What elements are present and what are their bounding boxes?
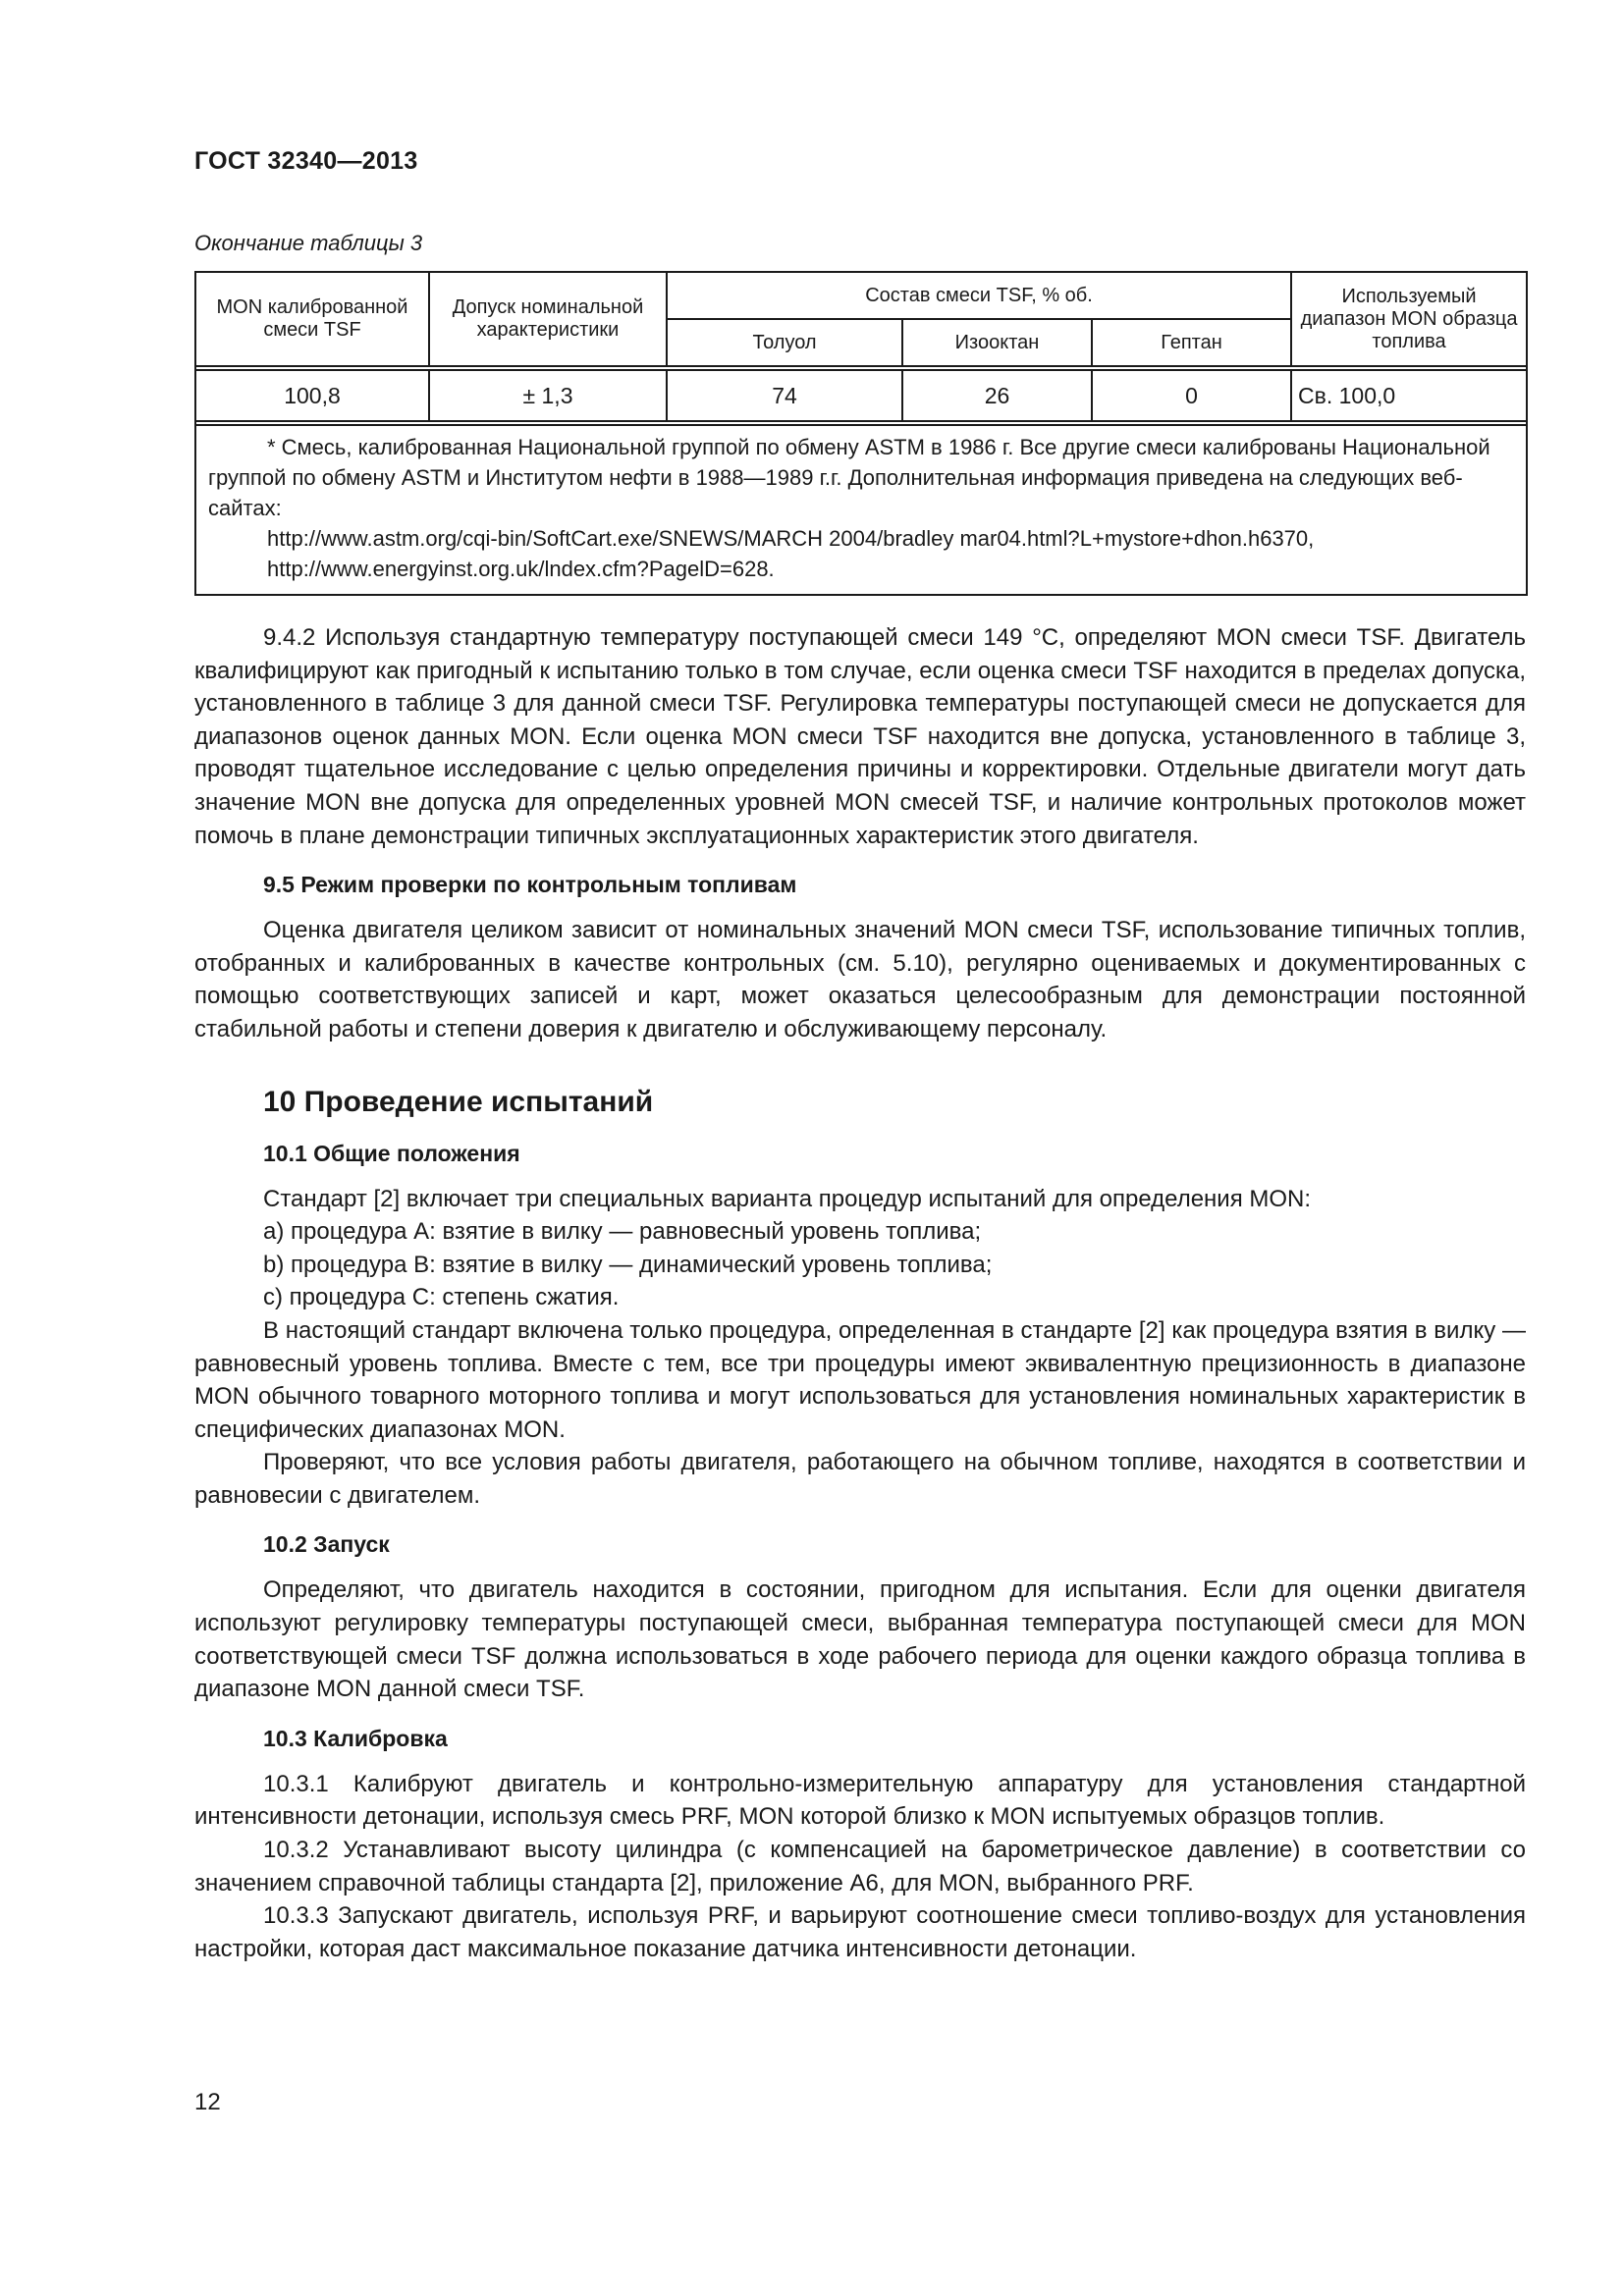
document-page (194, 147, 1526, 1965)
footnote-text: * Смесь, калиброванная Национальной группой по обмену ASTM в 1986 г. Все другие смеси калиброваны Национальной группой по обмену ASTM и Институтом нефти в 1988—1989 г.г. Дополнительная информация приведена на следующих веб-сайтах: (208, 435, 1490, 520)
header-heptane: Гептан (1092, 319, 1291, 366)
header-range: Используемый диапазон MON образца топлива (1291, 272, 1527, 366)
cell-tolerance: ± 1,3 (429, 370, 667, 421)
header-tolerance: Допуск номинальной характеристики (429, 272, 667, 366)
footnote-url-energyinst: http://www.energyinst.org.uk/lndex.cfm?PagelD=628. (267, 557, 775, 581)
header-isooctane: Изооктан (902, 319, 1092, 366)
paragraph-10-3-2: 10.3.2 Устанавливают высоту цилиндра (с компенсацией на барометрическое давление) в соответствии со значением справочной таблицы стандарта [2], приложение А6, для MON, выбранного PRF. (194, 1837, 1526, 1896)
paragraph-10-3-3: 10.3.3 Запускают двигатель, используя PRF, и варьируют соотношение смеси топливо-воздух для установления настройки, которая даст максимальное показание датчика интенсивности детонации. (194, 1902, 1526, 1962)
paragraph-10-1-b: Проверяют, что все условия работы двигателя, работающего на обычном топливе, находятся в соответствии и равновесии с двигателем. (194, 1449, 1526, 1509)
heading-10-1: 10.1 Общие положения (263, 1140, 520, 1166)
table-footnote (195, 425, 1527, 595)
heading-10: 10 Проведение испытаний (263, 1085, 654, 1118)
cell-heptane: 0 (1092, 370, 1291, 421)
table-row (195, 370, 1527, 421)
cell-mon: 100,8 (195, 370, 429, 421)
header-toluene: Толуол (667, 319, 902, 366)
document-id: ГОСТ 32340—2013 (194, 147, 418, 175)
list-item-procedure-c: c) процедура С: степень сжатия. (263, 1284, 620, 1311)
cell-toluene: 74 (667, 370, 902, 421)
table-caption: Окончание таблицы 3 (194, 231, 423, 255)
heading-10-3: 10.3 Калибровка (263, 1725, 448, 1751)
list-item-procedure-a: a) процедура А: взятие в вилку — равновесный уровень топлива; (263, 1218, 982, 1246)
footnote-url-astm: http://www.astm.org/cqi-bin/SoftCart.exe/SNEWS/MARCH 2004/bradley mar04.html?L+mystore+dhon.h6370, (267, 526, 1315, 551)
paragraph-10-3-1: 10.3.1 Калибруют двигатель и контрольно-измерительную аппаратуру для установления стандартной интенсивности детонации, используя смесь PRF, MON которой близко к MON испытуемых образцов топлив. (194, 1770, 1526, 1831)
list-item-procedure-b: b) процедура В: взятие в вилку — динамический уровень топлива; (263, 1251, 993, 1278)
cell-isooctane: 26 (902, 370, 1092, 421)
heading-10-2: 10.2 Запуск (263, 1531, 390, 1558)
paragraph-9-4-2: 9.4.2 Используя стандартную температуру поступающей смеси 149 °С, определяют MON смеси TSF. Двигатель квалифицируют как пригодный к испытанию только в том случае, если оценка смеси TSF находится в пределах допуска, установленного в таблице 3 для данной смеси TSF. Регулировка температуры поступающей смеси не допускается для диапазонов оценок данных MON. Если оценка MON смеси TSF находится вне допуска, установленного в таблице 3, проводят тщательное исследование с целью определения причины и корректировки. Отдельные двигатели могут дать значение MON вне допуска для определенных уровней MON смесей TSF, и наличие контрольных протоколов может помочь в плане демонстрации типичных эксплуатационных характеристик этого двигателя. (194, 624, 1526, 849)
header-mon: MON калиброванной смеси TSF (195, 272, 429, 366)
page-number: 12 (194, 2089, 221, 2115)
paragraph-10-1-intro: Стандарт [2] включает три специальных варианта процедур испытаний для определения MON: (263, 1185, 1312, 1212)
header-composition: Состав смеси TSF, % об. (667, 272, 1291, 319)
table-3-continuation (194, 271, 1528, 596)
cell-range: Св. 100,0 (1291, 370, 1527, 421)
heading-9-5: 9.5 Режим проверки по контрольным топливам (263, 872, 797, 898)
paragraph-10-2: Определяют, что двигатель находится в состоянии, пригодном для испытания. Если для оценки двигателя используют регулировку температуры поступающей смеси, выбранная температура поступающей смеси для MON соответствующей смеси TSF должна использоваться в ходе рабочего периода для оценки каждого образца топлива в диапазоне MON данной смеси TSF. (194, 1576, 1526, 1703)
paragraph-10-1-a: В настоящий стандарт включена только процедура, определенная в стандарте [2] как процедура взятия в вилку — равновесный уровень топлива. Вместе с тем, все три процедуры имеют эквивалентную прецизионность в диапазоне MON обычного товарного моторного топлива и могут использоваться для установления номинальных характеристик в специфических диапазонах MON. (194, 1316, 1526, 1443)
paragraph-9-5: Оценка двигателя целиком зависит от номинальных значений MON смеси TSF, использование типичных топлив, отобранных и калиброванных в качестве контрольных (см. 5.10), регулярно оцениваемых и документированных с помощью соответствующих записей и карт, может оказаться целесообразным для демонстрации постоянной стабильной работы и степени доверия к двигателю и обслуживающему персоналу. (194, 917, 1526, 1042)
